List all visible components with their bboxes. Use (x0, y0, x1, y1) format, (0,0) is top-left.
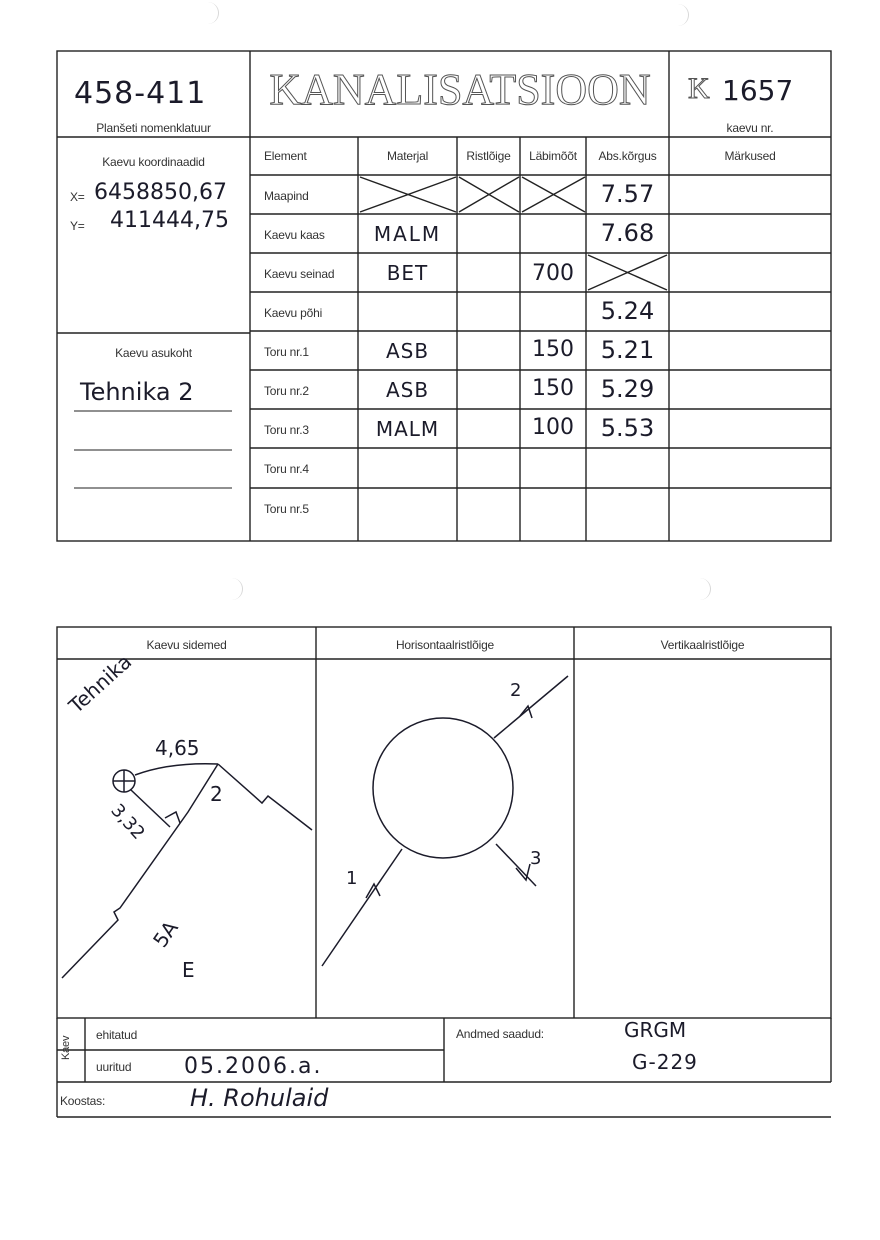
row-material: MALM (375, 417, 440, 441)
row-element-label: Kaevu põhi (264, 306, 323, 320)
row-element-label: Toru nr.1 (264, 345, 309, 359)
coordinates-label: Kaevu koordinaadid (102, 155, 205, 169)
x-coordinate: 6458850,67 (94, 180, 227, 205)
row-material: BET (386, 261, 429, 285)
horizontal-section-header: Horisontaalristlõige (395, 638, 495, 652)
block-number-label: 5A (148, 916, 183, 952)
well-section-label: Kaev (60, 1035, 72, 1060)
well-number: 1657 (722, 74, 794, 107)
surveyed-value: 05.2006.a. (184, 1054, 323, 1079)
row-element-label: Kaevu kaas (264, 228, 325, 242)
row-element-label: Toru nr.2 (264, 384, 309, 398)
distance-top-label: 4,65 (155, 736, 200, 760)
row-abs-height: 7.68 (600, 219, 655, 247)
compiled-by-signature: H. Rohulaid (190, 1084, 329, 1112)
header-diameter: Läbimõõt (529, 149, 577, 163)
row-element-label: Maapind (264, 189, 309, 203)
header-cross-section: Ristlõige (466, 149, 511, 163)
row-material: MALM (373, 222, 442, 246)
x-label: X= (70, 190, 85, 204)
row-diameter: 100 (532, 415, 574, 440)
header-notes: Märkused (724, 149, 776, 163)
letter-e-label: E (182, 958, 195, 982)
nomenclature-label: Planšeti nomenklatuur (96, 121, 211, 135)
y-coordinate: 411444,75 (110, 208, 229, 233)
header-abs-height: Abs.kõrgus (598, 149, 657, 163)
well-number-label: kaevu nr. (726, 121, 774, 135)
surveyed-label: uuritud (96, 1060, 132, 1074)
row-material: ASB (385, 378, 430, 402)
data-source-label: Andmed saadud: (456, 1027, 544, 1041)
data-source-value-1: GRGM (624, 1018, 687, 1042)
house-number-label: 2 (210, 782, 223, 806)
built-label: ehitatud (96, 1028, 138, 1042)
pipe-2-label: 2 (510, 680, 522, 701)
location-value: Tehnika 2 (80, 378, 194, 406)
location-label: Kaevu asukoht (115, 346, 192, 360)
pipe-1-line (322, 849, 402, 966)
pipe-1-label: 1 (346, 868, 358, 889)
well-circle (373, 718, 513, 858)
row-element-label: Toru nr.4 (264, 462, 309, 476)
header-material: Materjal (386, 149, 429, 163)
pipe-3-label: 3 (530, 848, 542, 869)
row-diameter: 150 (532, 337, 574, 362)
vertical-section-header: Vertikaalristlõige (660, 638, 745, 652)
row-element-label: Toru nr.3 (264, 423, 309, 437)
data-source-value-2: G-229 (632, 1050, 698, 1074)
row-diameter: 700 (532, 261, 574, 286)
compiled-by-label: Koostas: (60, 1094, 106, 1108)
header-element: Element (264, 149, 307, 163)
y-label: Y= (70, 219, 85, 233)
form-title: KANALISATSIOON (269, 65, 651, 114)
row-abs-height: 5.24 (600, 297, 655, 325)
pipe-2-line (494, 676, 568, 738)
row-element-label: Toru nr.5 (264, 502, 309, 516)
row-abs-height: 5.21 (600, 336, 655, 364)
row-element-label: Kaevu seinad (264, 267, 335, 281)
row-material: ASB (385, 339, 430, 363)
nomenclature-value: 458-411 (74, 76, 207, 111)
links-header: Kaevu sidemed (146, 638, 227, 652)
well-prefix: K (688, 72, 710, 105)
street-name-label: Tehnika (64, 649, 137, 718)
row-abs-height: 5.53 (600, 414, 655, 442)
row-abs-height: 5.29 (600, 375, 655, 403)
row-diameter: 150 (532, 376, 574, 401)
distance-side-label: 3,32 (106, 800, 149, 844)
row-abs-height: 7.57 (600, 180, 655, 208)
